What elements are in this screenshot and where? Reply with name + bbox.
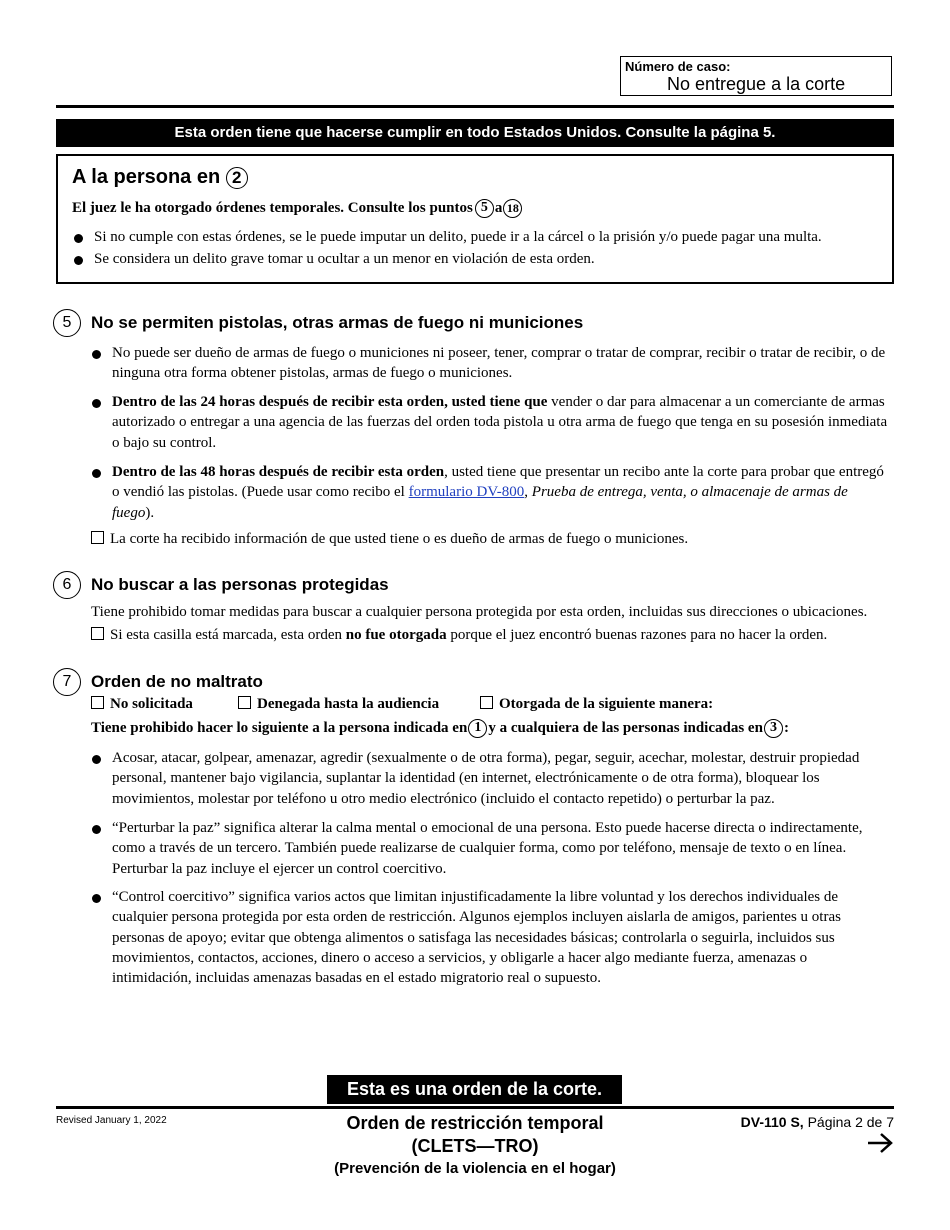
section-7-intro: [91, 718, 891, 738]
section-6-text: Tiene prohibido tomar medidas para buscar a cualquier persona protegida por esta orden, incluidas sus direcciones o ubicaciones.: [91, 604, 868, 620]
ref-item-3: 3: [764, 719, 783, 738]
bullet-dot: [92, 755, 101, 764]
warning-title: [72, 166, 248, 189]
section-5-bullet-3-text: , usted tiene que presentar un recibo ante la corte para probar que entregó o vendió las pistolas. (Puede usar como recibo el: [112, 464, 884, 501]
firearms-info-text: La corte ha recibido información de que usted tiene o es dueño de armas de fuego o municiones.: [110, 531, 689, 547]
form-title-line-2: (CLETS—TRO): [411, 1136, 539, 1156]
bullet-dot: [92, 894, 101, 903]
header-rule: [56, 105, 894, 108]
section-5-bullet-2: [112, 392, 892, 453]
section-5-bullet-3-end: ).: [145, 504, 155, 521]
case-number-label: Número de caso:: [625, 59, 731, 74]
warning-bullet: [94, 249, 884, 269]
ref-item-5: 5: [475, 199, 494, 218]
section-7-intro-end: :: [783, 720, 789, 736]
court-order-banner: Esta es una orden de la corte.: [327, 1075, 622, 1104]
section-6-checkbox-pre: Si esta casilla está marcada, esta orden: [110, 627, 346, 643]
section-5-bullet-3-italic: Prueba de entrega, venta, o almacenaje de armas de fuego: [112, 484, 848, 521]
section-7-title: Orden de no maltrato: [91, 672, 263, 691]
option-not-requested-label: No solicitada: [110, 696, 193, 712]
section-5-bullet-2-bold: Dentro de las 24 horas después de recibir esta orden, usted tiene que: [112, 394, 548, 410]
section-7-intro-pre: Tiene prohibido hacer lo siguiente a la persona indicada en: [91, 720, 468, 736]
warning-bullet: [94, 227, 884, 247]
section-6-title: No buscar a las personas protegidas: [91, 575, 389, 594]
section-7-number: 7: [53, 668, 81, 696]
enforcement-banner: Esta orden tiene que hacerse cumplir en todo Estados Unidos. Consulte la página 5.: [56, 119, 894, 147]
section-5-bullet-3: [112, 462, 892, 523]
warning-subtitle-conj: a: [494, 199, 503, 216]
form-title-line-3: (Prevención de la violencia en el hogar): [334, 1160, 616, 1177]
section-5-number: 5: [53, 309, 81, 337]
section-5-bullet-1-text: No puede ser dueño de armas de fuego o municiones ni poseer, tener, comprar o tratar de comprar, recibir o tratar de recibir, o de ninguna otra forma obtener pistolas, armas de fuego o municiones.: [112, 345, 886, 382]
warning-subtitle: [72, 199, 522, 218]
warning-box: [56, 154, 894, 284]
section-5-title: No se permiten pistolas, otras armas de fuego ni municiones: [91, 313, 584, 332]
section-7-option-not-requested: [91, 694, 193, 714]
option-denied-label: Denegada hasta la audiencia: [257, 696, 440, 712]
not-requested-checkbox[interactable]: [91, 696, 104, 709]
form-id: DV-110 S,: [740, 1114, 804, 1130]
form-page-info: [741, 1114, 894, 1130]
next-page-arrow-icon: [866, 1131, 894, 1155]
section-6-number: 6: [53, 571, 81, 599]
section-6-checkbox-post: porque el juez encontró buenas razones para no hacer la orden.: [446, 627, 828, 643]
section-5-bullet-3-bold: Dentro de las 48 horas después de recibir esta orden: [112, 464, 445, 480]
section-5-bullet-1: [112, 343, 892, 384]
section-7-bullet-1-text: Acosar, atacar, golpear, amenazar, agredir (sexualmente o de otra forma), pegar, seguir, acechar, molestar, destruir propiedad personal, mantener bajo vigilancia, suplantar la identidad (en internet, electrónicamente o de otra forma), bloquear los movimientos, molestar por teléfono u otro medio electrónico (incluido el contacto repetido) o perturbar la paz.: [112, 750, 860, 807]
section-7-intro-mid: y a cualquiera de las personas indicadas en: [488, 720, 763, 736]
not-granted-checkbox[interactable]: [91, 627, 104, 640]
warning-bullet-text: Se considera un delito grave tomar u ocultar a un menor en violación de esta orden.: [94, 251, 595, 267]
option-granted-label: Otorgada de la siguiente manera:: [499, 696, 714, 712]
form-dv-800-link[interactable]: formulario DV-800: [408, 484, 525, 501]
ref-item-1: 1: [468, 719, 487, 738]
bullet-dot: [74, 256, 83, 265]
bullet-dot: [92, 350, 101, 359]
warning-title-text: A la persona en: [72, 166, 221, 188]
bullet-dot: [92, 825, 101, 834]
warning-bullet-text: Si no cumple con estas órdenes, se le puede imputar un delito, puede ir a la cárcel o la prisión y/o puede pagar una multa.: [94, 229, 822, 245]
section-7-option-granted: [480, 694, 713, 714]
form-title-line-1: Orden de restricción temporal: [346, 1113, 604, 1133]
section-7-bullet-1: [112, 748, 892, 809]
bullet-dot: [92, 469, 101, 478]
warning-subtitle-text: El juez le ha otorgado órdenes temporales. Consulte los puntos: [72, 199, 473, 216]
firearms-info-checkbox[interactable]: [91, 531, 104, 544]
section-5-bullet-3-sep: ,: [524, 484, 532, 501]
section-7-bullet-2-text: “Perturbar la paz” significa alterar la calma mental o emocional de una persona. Esto puede hacerse directa o indirectamente, como a través de un tercero. También puede realizarse de cualquier forma, como por teléfono, mensaje de texto o en línea. Perturbar la paz incluye el ejercer un control coercitivo.: [112, 820, 863, 877]
section-5-checkbox-row: [91, 529, 891, 549]
case-number-value: No entregue a la corte: [667, 74, 846, 94]
footer-rule: [56, 1106, 894, 1109]
denied-checkbox[interactable]: [238, 696, 251, 709]
section-7-option-denied: [238, 694, 439, 714]
section-6-checkbox-row: [91, 625, 891, 645]
page-number: Página 2 de 7: [807, 1114, 894, 1130]
bullet-dot: [92, 399, 101, 408]
section-7-bullet-3: [112, 887, 887, 988]
ref-item-18: 18: [503, 199, 522, 218]
section-5-bullet-2-text: vender o dar para almacenar a un comerciante de armas autorizado o entregar a una agencia de las fuerzas del orden toda pistola u otra arma de fuego que tenga en su posesión inmediata o bajo su control.: [112, 394, 888, 451]
ref-item-2: 2: [226, 167, 248, 189]
revised-date: Revised January 1, 2022: [56, 1115, 167, 1126]
section-7-bullet-2: [112, 818, 892, 879]
section-7-bullet-3-text: “Control coercitivo” significa varios actos que limitan injustificadamente la libre voluntad y los derechos individuales de cualquier persona protegida por esta orden de restricción. Algunos ejemplos incluyen aislarla de amigos, parientes u otras personas de apoyo; evitar que obtenga alimentos o satisfaga las necesidades básicas; controlarla o seguirla, incluidos sus movimientos, contactos, acciones, dinero o acceso a servicios, y obligarle a hacer algo mediante fuerza, amenazas o intimidación, incluidas amenazas basadas en el estado migratorio real o supuesto.: [112, 889, 841, 987]
section-6-checkbox-bold: no fue otorgada: [345, 627, 447, 643]
case-number-box: [620, 56, 892, 96]
granted-checkbox[interactable]: [480, 696, 493, 709]
bullet-dot: [74, 234, 83, 243]
